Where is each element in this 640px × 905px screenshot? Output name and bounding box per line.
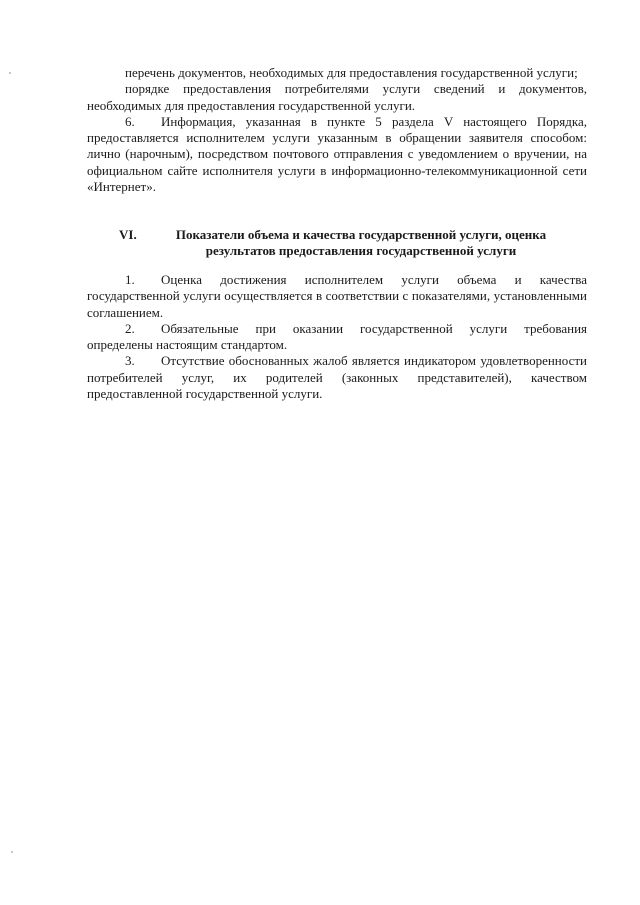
list-item	[87, 272, 587, 321]
item-text: Обязательные при оказании государственной услуги требования определены настоящим стандартом.	[87, 320, 587, 353]
list-item	[87, 353, 587, 402]
item-number: 6.	[125, 113, 135, 129]
item-number: 3.	[125, 353, 135, 369]
scan-speck	[9, 72, 11, 74]
scan-speck	[11, 851, 13, 853]
item-text: Информация, указанная в пункте 5 раздела V настоящего Порядка, предоставляется исполнителем услуги указанным в обращении заявителя способом: лично (нарочным), посредством почтового отправления с уведомлением о вручении, на официальном сайте исполнителя услуги в информационно-телекоммуникационной сети «Интернет».	[87, 113, 587, 195]
item-number: 1.	[125, 272, 135, 287]
paragraph-submission-order: порядке предоставления потребителями услуги сведений и документов, необходимых для предоставления государственной услуги.	[87, 81, 587, 113]
item-number: 2.	[125, 320, 135, 336]
section-title-line-1: Показатели объема и качества государственной услуги, оценка	[175, 227, 547, 242]
text-block-bottom	[87, 272, 587, 402]
section-heading	[87, 227, 587, 259]
text-block-top	[87, 65, 587, 195]
section-number-spacer	[87, 243, 155, 259]
paragraph-documents-list: перечень документов, необходимых для предоставления государственной услуги;	[125, 65, 578, 80]
item-text: Оценка достижения исполнителем услуги объема и качества государственной услуги осуществляется в соответствии с показателями, установленными соглашением.	[87, 272, 587, 320]
paragraph-item-6	[87, 114, 587, 195]
section-number: VI.	[119, 227, 137, 242]
list-item	[87, 321, 587, 354]
item-text: Отсутствие обоснованных жалоб является индикатором удовлетворенности потребителей услуг, их родителей (законных представителей), качеством предоставленной государственной услуги.	[87, 353, 587, 402]
section-title-line-2: результатов предоставления государственной услуги	[205, 243, 517, 258]
